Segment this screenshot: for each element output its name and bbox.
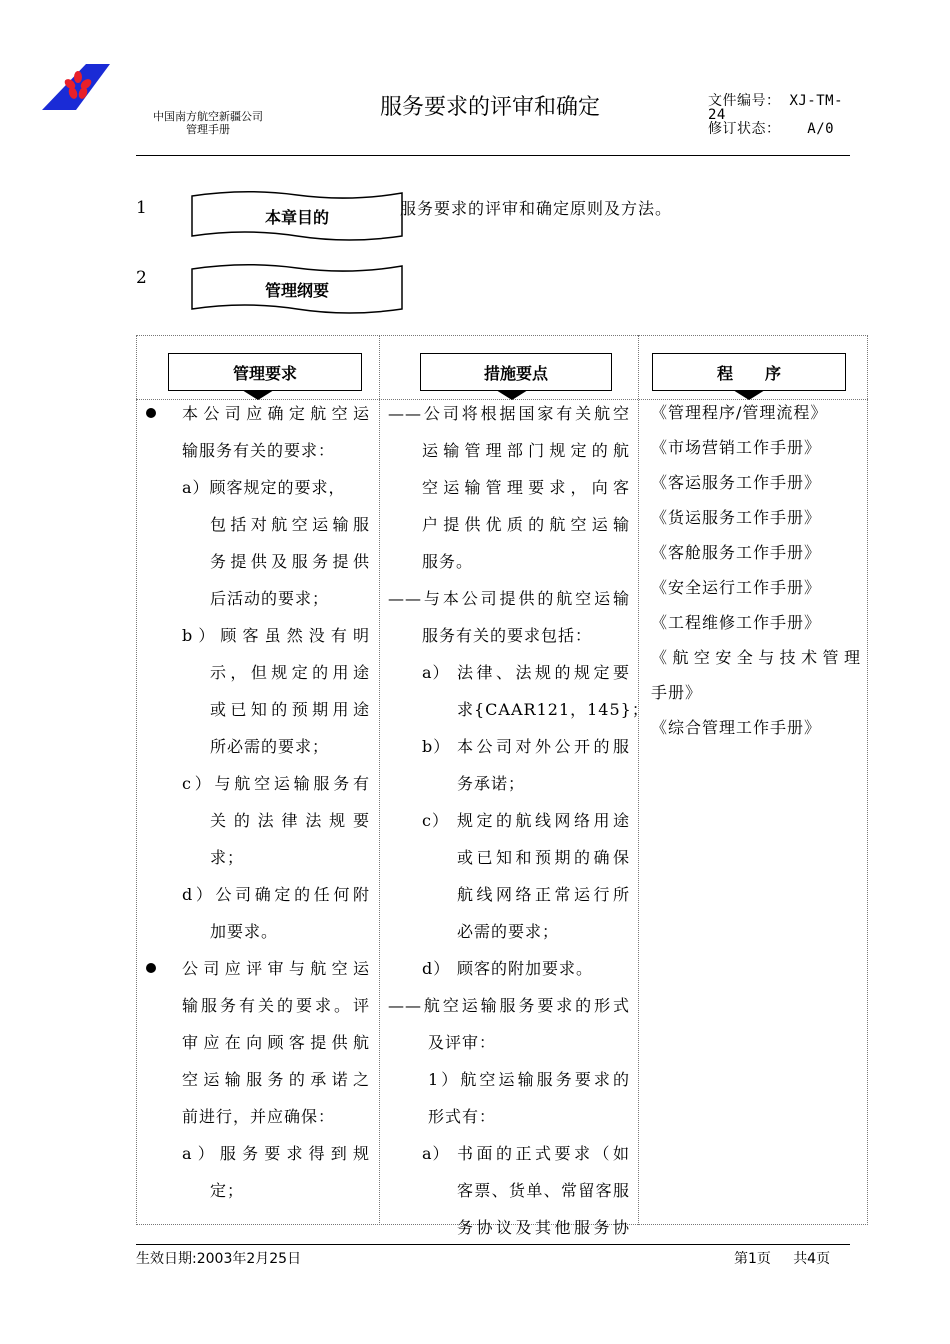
text-line: d） [422, 959, 451, 978]
airline-logo [42, 64, 110, 112]
text-line: a） [422, 663, 450, 682]
text-line: a） [422, 1144, 450, 1163]
text-line: 加要求。 [210, 922, 279, 941]
doc-no-label: 文件编号： [708, 93, 781, 109]
text-line: 定； [210, 1181, 245, 1200]
text-line: 规定的航线网络用途 [457, 811, 630, 830]
requirements-cell [136, 395, 379, 1225]
text-line: 本公司对外公开的服 [457, 737, 630, 756]
header-rule [136, 155, 850, 156]
text-line: ——公司将根据国家有关航空 [388, 404, 630, 423]
text-line: 运输管理部门规定的航 [422, 441, 630, 460]
doc-info [708, 94, 843, 136]
text-line: 必需的要求； [457, 922, 560, 941]
text-line: 服务。 [422, 552, 474, 571]
procedure-link: 《客舱服务工作手册》 [651, 543, 822, 562]
page-info [734, 1248, 830, 1268]
text-line: 后活动的要求； [210, 589, 330, 608]
text-line: 务协议及其他服务协 [457, 1218, 630, 1237]
procedures-cell [639, 395, 868, 1225]
text-line: 求{CAAR121，145}； [457, 700, 649, 719]
text-line: 审应在向顾客提供航 [182, 1033, 370, 1052]
text-line: 输服务有关的要求： [182, 441, 336, 460]
company-block [138, 110, 278, 136]
page-title: 服务要求的评审和确定 [379, 95, 600, 120]
section-1-number: 1 [136, 198, 147, 218]
text-line: c）与航空运输服务有 [182, 774, 370, 793]
procedure-link: 《工程维修工作手册》 [651, 613, 822, 632]
text-line: 本公司应确定航空运 [182, 404, 370, 423]
rev-label: 修订状态： [708, 121, 781, 137]
text-line: 所必需的要求； [210, 737, 330, 756]
bullet-icon [146, 408, 156, 418]
column-header-procedures: 程 序 [652, 353, 846, 391]
text-line: 示，但规定的用途 [210, 663, 370, 682]
column-header-requirements: 管理要求 [168, 353, 362, 391]
text-line: 求； [210, 848, 245, 867]
text-line: ——航空运输服务要求的形式 [388, 996, 630, 1015]
text-line: 空运输服务的承诺之 [182, 1070, 370, 1089]
footer-rule [136, 1244, 850, 1245]
procedure-link: 《货运服务工作手册》 [651, 508, 822, 527]
text-line: 顾客的附加要求。 [457, 959, 594, 978]
text-line: 务提供及服务提供 [210, 552, 370, 571]
procedure-link: 《安全运行工作手册》 [651, 578, 822, 597]
text-line: a）服务要求得到规 [182, 1144, 370, 1163]
text-line: 或已知的预期用途 [210, 700, 370, 719]
measures-cell [380, 395, 649, 1237]
section-1-title: 本章目的 [264, 208, 329, 227]
doc-no-value: XJ-TM- [789, 93, 844, 109]
text-line: 输服务有关的要求。评 [182, 996, 370, 1015]
company-name: 中国南方航空新疆公司 [153, 110, 263, 123]
text-line: 关的法律法规要 [210, 811, 370, 830]
text-line: b）顾客虽然没有明 [182, 626, 370, 645]
section-1-text: 服务要求的评审和确定原则及方法。 [400, 199, 673, 218]
text-line: a）顾客规定的要求， [182, 478, 346, 497]
text-line: c） [422, 811, 449, 830]
procedure-link: 手册》 [651, 683, 703, 702]
text-line: 户提供优质的航空运输 [422, 515, 630, 534]
procedure-link: 《管理程序/管理流程》 [651, 403, 828, 422]
text-line: 航线网络正常运行所 [457, 885, 630, 904]
procedure-link: 《市场营销工作手册》 [651, 438, 822, 457]
procedure-link: 《客运服务工作手册》 [651, 473, 822, 492]
text-line: 法律、法规的规定要 [457, 663, 630, 682]
text-line: 书面的正式要求（如 [457, 1144, 630, 1163]
text-line: 服务有关的要求包括： [422, 626, 593, 645]
procedure-link: 《航空安全与技术管理 [651, 648, 861, 667]
text-line: 务承诺； [457, 774, 526, 793]
page-number: 第1页 [734, 1251, 771, 1267]
manual-name: 管理手册 [186, 123, 230, 136]
bullet-icon [146, 963, 156, 973]
text-line: 及评审： [428, 1033, 497, 1052]
text-line: d）公司确定的任何附 [182, 885, 370, 904]
text-line: ——与本公司提供的航空运输 [388, 589, 630, 608]
text-line: 公司应评审与航空运 [182, 959, 370, 978]
text-line: 或已知和预期的确保 [457, 848, 630, 867]
procedure-link: 《综合管理工作手册》 [651, 718, 822, 737]
doc-no-cont: 24 [708, 107, 726, 123]
text-line: 包括对航空运输服 [210, 515, 370, 534]
page-total: 共4页 [793, 1251, 831, 1267]
section-2-number: 2 [136, 268, 147, 288]
text-line: 空运输管理要求，向客 [422, 478, 630, 497]
effective-date: 生效日期:2003年2月25日 [136, 1251, 302, 1267]
rev-value: A/0 [807, 121, 835, 137]
column-header-measures: 措施要点 [420, 353, 612, 391]
text-line: 前进行，并应确保： [182, 1107, 336, 1126]
text-line: b） [422, 737, 451, 756]
section-2-title: 管理纲要 [264, 281, 329, 300]
text-line: 形式有： [428, 1107, 497, 1126]
text-line: 1）航空运输服务要求的 [428, 1070, 630, 1089]
text-line: 客票、货单、常留客服 [457, 1181, 630, 1200]
